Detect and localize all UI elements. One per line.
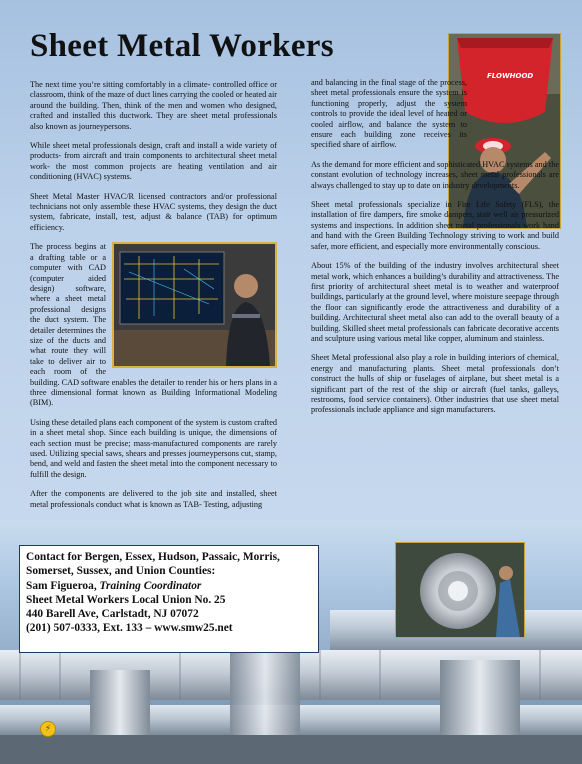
metal-duct-illustration (396, 543, 524, 637)
contact-address: 440 Barell Ave, Carlstadt, NJ 07072 (26, 608, 199, 621)
contact-line: Somerset, Sussex, and Union Counties: (26, 565, 216, 578)
paragraph: and balancing in the final stage of the process, sheet metal professionals ensure the system is functioning properly, adjust the system controls to provide the ideal level of heated or cooled airflow, and balance the system to ensure each building zone receives its specified share of airflow. (311, 78, 467, 150)
contact-box (19, 545, 319, 653)
paragraph: After the components are delivered to the job site and installed, sheet metal professionals conduct what is known as TAB- Testing, adjusting (30, 489, 277, 509)
paragraph: While sheet metal professionals design, craft and install a wide variety of products- from aircraft and train components to architectural sheet metal work- the most common projects are heating ventilation and air conditioning (HVAC) systems. (30, 141, 277, 182)
paragraph: About 15% of the building of the industry involves architectural sheet metal work, which enhances a building’s durability and attractiveness. The first priority of architectural sheet metal is to weather and waterproof buildings, particularly at the ground level, where moisture seepage through the floor can significantly erode the attractiveness and durability of a building. Architectural sheet metal also can add to the overall beauty of a building. Skilled sheet metal professionals can fabricate decorative accents and sculpture using various metal like copper, aluminum and stainless. (311, 261, 559, 343)
paragraph: The next time you’re sitting comfortably in a climate- controlled office or classroom, think of the maze of duct lines carrying the cooled or heated air around the building. Then, think of the men and women who designed, crafted and installed this ductwork. They are sheet metal professionals also known as journeypersons. (30, 80, 277, 131)
cad-workstation-illustration (114, 244, 275, 366)
flowhood-label: FLOWHOOD (487, 72, 534, 80)
paragraph: Using these detailed plans each component of the system is custom crafted in a sheet metal shop. Since each building is unique, the dimensions of each section must be precise; mass-manufactured components are rarely used. Utilizing special saws, shears and presses journeypersons cut, stamp, bend, and weld and fasten the sheet metal into the component necessary to fulfill the design. (30, 417, 277, 479)
right-column (311, 78, 559, 425)
left-column (30, 80, 277, 519)
contact-union: Sheet Metal Workers Local Union No. 25 (26, 593, 226, 606)
lightning-bolt-icon: ⚡ (40, 721, 56, 737)
coordinator-role: Training Coordinator (99, 579, 202, 592)
contact-coordinator (26, 579, 312, 593)
paragraph: Sheet Metal professional also play a role in building interiors of chemical, energy and manufacturing plants. Sheet metal professionals don’t construct the hulls of ship or fuselages of airplane, but sheet metal is a significant part of the rest of the ship or aircraft (fuel tanks, galleys, restrooms, food service containers). Other industries that use sheet metal professionals include appliance and sign manufacturers. (311, 353, 559, 415)
contact-phone-web: (201) 507-0333, Ext. 133 – www.smw25.net (26, 622, 233, 635)
paragraph: As the demand for more efficient and sophisticated HVAC systems and the constant evolution of technology increases, sheet metal professionals are always challenged to stay up to date on industry developments. (311, 159, 559, 190)
contact-line: Contact for Bergen, Essex, Hudson, Passaic, Morris, (26, 551, 280, 563)
paragraph: Sheet metal professionals specialize in Fire Life Safety (FLS), the installation of fire dampers, fire smoke dampers, stair well air pressurized systems and inspections. In addition sheet metal professionals work hand and hand with the Green Building Technology striving to work and build safer, more efficient, and especially more environmentally conscious. (311, 200, 559, 251)
paragraph-text: The process begins at a drafting table or a computer with CAD (computer aided design) software, where a sheet metal professional designs the duct system. The detailer determines the size of the ducts and what route they will take to deliver air to each room of the building. CAD software enables the detailer to render his or hers plans in a three dimensional format known as Building Informational Modeling (BIM). (30, 242, 277, 408)
coordinator-name: Sam Figueroa, (26, 579, 100, 592)
cad-workstation-photo (112, 242, 277, 368)
metal-duct-photo (395, 542, 525, 638)
paragraph-with-photo (30, 242, 277, 409)
page-title: Sheet Metal Workers (30, 28, 334, 64)
paragraph: Sheet Metal Master HVAC/R licensed contractors and/or professional technicians not only assemble these HVAC systems, they design the duct system, fabricate, install, test, adjust & balance (TAB) for optimum efficiency. (30, 191, 277, 232)
